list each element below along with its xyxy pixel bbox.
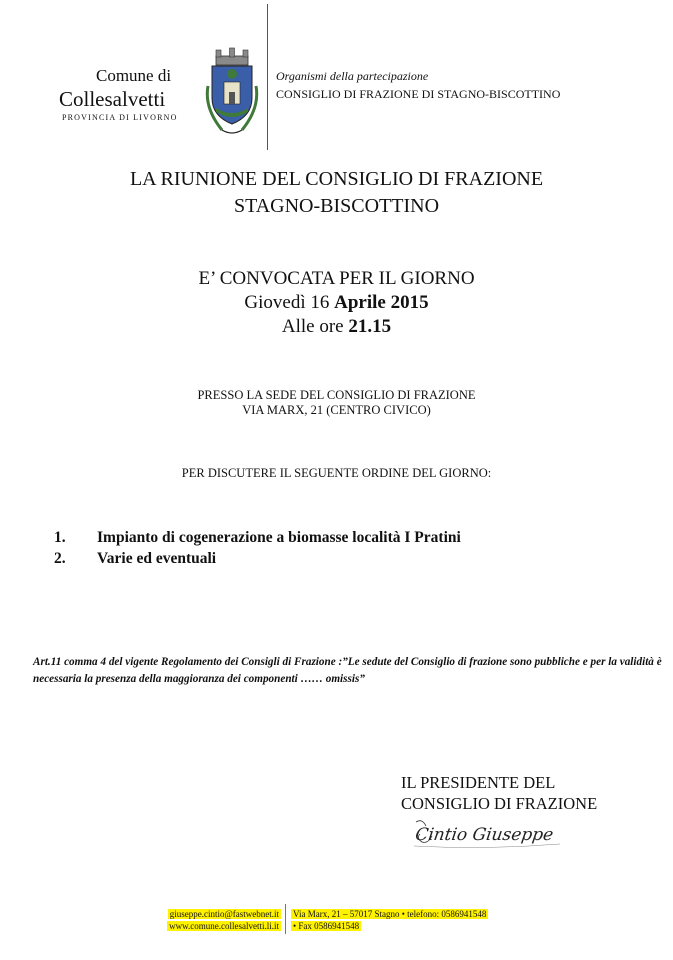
footer-website[interactable]: www.comune.collesalvetti.li.it xyxy=(169,921,279,931)
crown-icon xyxy=(216,48,248,65)
meeting-title-line2: STAGNO-BISCOTTINO xyxy=(233,195,440,217)
convocation-line: E’ CONVOCATA PER IL GIORNO xyxy=(198,268,475,289)
footer-email[interactable]: giuseppe.cintio@fastwebnet.it xyxy=(169,909,279,919)
footer-fax: • Fax 0586941548 xyxy=(293,921,360,931)
president-title-line1: IL PRESIDENTE DEL xyxy=(401,773,556,792)
provincia-label: PROVINCIA DI LIVORNO xyxy=(62,113,178,122)
agenda-list xyxy=(54,527,461,569)
municipal-crest-icon xyxy=(200,46,264,138)
list-item xyxy=(54,527,461,548)
list-item xyxy=(54,548,461,569)
handwritten-signature xyxy=(414,816,562,858)
signature-name: Cintio Giuseppe xyxy=(414,825,555,845)
footer-contact-left xyxy=(167,908,281,932)
comune-di-label: Comune di xyxy=(96,66,172,85)
meeting-date-prefix: Giovedì 16 xyxy=(244,292,335,313)
footer-address: Via Marx, 21 – 57017 Stagno • telefono: 0586941548 xyxy=(293,909,487,919)
organization-name: CONSIGLIO DI FRAZIONE DI STAGNO-BISCOTTINO xyxy=(276,87,561,101)
meeting-time-value: 21.15 xyxy=(348,316,392,337)
meeting-time xyxy=(0,316,673,338)
agenda-intro: PER DISCUTERE IL SEGUENTE ORDINE DEL GIORNO: xyxy=(181,466,492,480)
agenda-item-text: Varie ed eventuali xyxy=(97,550,217,567)
organization-subtitle: Organismi della partecipazione xyxy=(276,69,429,83)
meeting-title-line1: LA RIUNIONE DEL CONSIGLIO DI FRAZIONE xyxy=(129,168,544,190)
header-divider xyxy=(267,4,268,150)
agenda-item-number: 2. xyxy=(54,550,66,567)
venue-line1: PRESSO LA SEDE DEL CONSIGLIO DI FRAZIONE xyxy=(197,388,476,402)
footer-contact-right xyxy=(291,908,488,932)
president-title-line2: CONSIGLIO DI FRAZIONE xyxy=(401,794,598,813)
venue-line2: VIA MARX, 21 (CENTRO CIVICO) xyxy=(242,403,431,417)
agenda-item-number: 1. xyxy=(54,529,66,546)
meeting-date xyxy=(0,292,673,314)
meeting-time-prefix: Alle ore xyxy=(281,316,349,337)
agenda-item-text: Impianto di cogenerazione a biomasse località I Pratini xyxy=(97,529,461,546)
meeting-date-month: Aprile 2015 xyxy=(334,292,429,313)
footer-divider xyxy=(285,904,286,934)
regulation-note: Art.11 comma 4 del vigente Regolamento dei Consigli di Frazione :”Le sedute del Consiglio di frazione sono pubbliche e per la validità è necessaria la presenza della maggioranza dei componenti …… omissis” xyxy=(33,656,662,685)
comune-name: Collesalvetti xyxy=(59,87,166,111)
